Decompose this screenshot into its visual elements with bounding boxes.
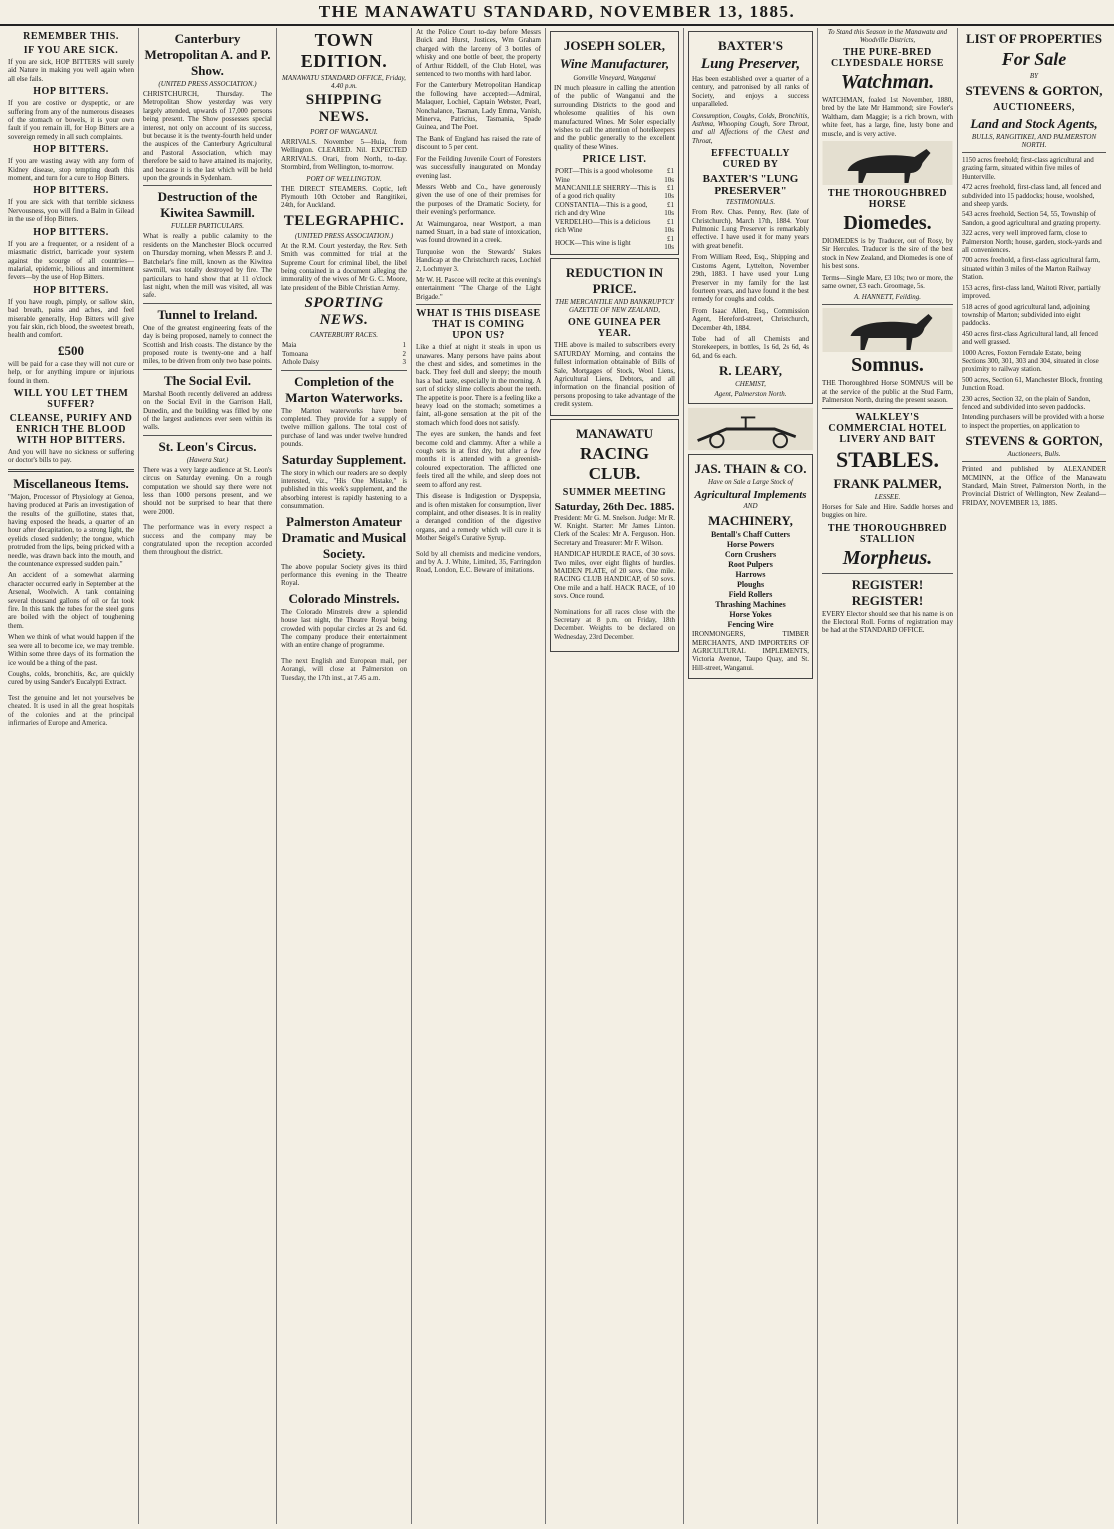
- col1-text: If you are wasting away with any form of Kidney disease, stop tempting death this moment, and turn for a cure to Hop Bitters.: [8, 157, 134, 183]
- shipping-text: ARRIVALS. November 5—Huia, from Wellington. CLEARED. Nil. EXPECTED ARRIVALS. Orari, from North, to-day. Stormbird, from Wellington, to-morrow.: [281, 138, 407, 172]
- printer-imprint: Printed and published by ALEXANDER MCMINN, at the Office of the Manawatu Standard, Main Street, Palmerston North, in the Provincial District of Wellington, New Zealand—FRIDAY, NOVEMBER 13, 1885.: [962, 465, 1106, 507]
- horse-name: Athole Daisy: [282, 358, 320, 367]
- column-1: [4, 28, 139, 1524]
- port-wellington: PORT OF WELLINGTON.: [306, 174, 382, 183]
- agent-name: STEVENS & GORTON,: [965, 83, 1103, 98]
- leary-name: R. LEARY,: [719, 363, 782, 379]
- divider: [822, 573, 953, 574]
- thain-address: IRONMONGERS, TIMBER MERCHANTS, AND IMPORTERS OF AGRICULTURAL IMPLEMENTS, Victoria Avenue, Taupo Quay, and St. Hill-street, Wanganui.: [692, 630, 809, 672]
- race-result-row: [281, 358, 407, 366]
- col1-heading: HOP BITTERS.: [33, 284, 109, 296]
- divider: [143, 369, 272, 370]
- supplement-heading: Saturday Supplement.: [281, 451, 407, 467]
- stables-text: Horses for Sale and Hire. Saddle horses and buggies on hire.: [822, 502, 953, 520]
- column-4: [412, 28, 546, 1524]
- col1-text: Test the genuine and let not yourselves be cheated. It is used in all the great hospitals of the colonies and at the principal infirmaries of Europe and America.: [8, 693, 134, 727]
- divider: [822, 408, 953, 409]
- walkley-heading: WALKLEY'S COMMERCIAL HOTEL LIVERY AND BAIT: [828, 411, 947, 445]
- gazette-name: THE MERCANTILE AND BANKRUPTCY GAZETTE OF NEW ZEALAND,: [555, 298, 674, 315]
- sawmill-subheading: FULLER PARTICULARS.: [171, 222, 244, 231]
- col1-subheading: IF YOU ARE SICK.: [23, 45, 119, 56]
- column-6: [684, 28, 818, 1524]
- col2-text: What is really a public calamity to the residents on the Manchester Block occurred on Thursday morning, when Messrs P. and J. Batchelar's fine mill, known as the Kiwitea sawmill, was totally destroyed by fire. The particulars to hand show that at 11 o'clock last night, when the mill was visited, all was safe.: [143, 232, 272, 300]
- col3-text: At the R.M. Court yesterday, the Rev. Seth Smith was committed for trial at the Supreme Court for criminal libel, the libel being contained in a document alleging the immorality of the wives of Mr G. C. Moore, late president of the Bible Christian Army.: [281, 241, 407, 292]
- machinery-item: Harrows: [735, 570, 766, 580]
- machinery-item: Root Pulpers: [728, 560, 773, 570]
- col2-text: One of the greatest engineering feats of the day is being proposed, namely to connect the Scottish and Irish coasts. The distance by the proposed route is twenty-one and a half miles, to be driven from only two base points.: [143, 323, 272, 366]
- property-item: 153 acres, first-class land, Waitoti River, partially improved.: [962, 283, 1101, 301]
- col1-text: If you have rough, pimply, or sallow skin, bad breath, pains and aches, and feel miserable generally, Hop Bitters will give you fair skin, rich blood, the sweetest breath, health and comfort.: [8, 297, 134, 340]
- price-row: [554, 235, 675, 252]
- divider: [281, 370, 407, 371]
- auctioneers-label: AUCTIONEERS,: [993, 102, 1075, 113]
- agent-locations: BULLS, RANGITIKEI, AND PALMERSTON NORTH.: [971, 133, 1097, 149]
- properties-heading: LIST OF PROPERTIES: [965, 31, 1103, 46]
- horse-name: Maia: [282, 341, 297, 350]
- col1-text: If you are sick with that terrible sickness Nervousness, you will find a Balm in Gilead in the use of Hop Bitters.: [8, 198, 134, 224]
- price-row: [554, 167, 675, 184]
- col1-heading: HOP BITTERS.: [33, 86, 109, 98]
- wine-name: MANCANILLE SHERRY—This is of a good rich quality: [555, 184, 657, 201]
- property-item: 543 acres freehold, Section 54, 55, Township of Sandon, a good agricultural and grazing property.: [962, 210, 1101, 227]
- testimonial: From Isaac Allen, Esq., Commission Agent, Hereford-street, Christchurch, December 4th, 1884.: [692, 306, 809, 332]
- property-item: Intending purchasers will be provided with a horse to inspect the properties, on application to: [962, 413, 1105, 430]
- tunnel-heading: Tunnel to Ireland.: [157, 306, 258, 322]
- palmer-name: FRANK PALMER,: [833, 475, 942, 491]
- property-item: 322 acres, very well improved farm, close to Palmerston North; house, garden, stock-yards and all conveniences.: [962, 229, 1102, 255]
- baxter-name: BAXTER'S: [717, 38, 784, 53]
- race-result-row: [281, 350, 407, 358]
- col3-text: The next English and European mail, per Aorangi, will close at Palmerston on Tuesday, the 17th inst., at 7.45 a.m.: [281, 656, 407, 682]
- stallion-heading: THE THOROUGHBRED STALLION: [827, 522, 948, 545]
- machinery-item: Bentall's Chaff Cutters: [710, 530, 791, 540]
- somnus-text: THE Thoroughbred Horse SOMNUS will be at the service of the public at the Stud Farm, Palmerston North, during the present season.: [822, 379, 953, 405]
- racing-club-name: MANAWATU: [575, 425, 654, 441]
- sporting-heading: SPORTING NEWS.: [304, 295, 384, 329]
- col1-text: When we think of what would happen if the sea were all to become ice, we may tremble. Within some three days of its formation the ice would be a thing of the past.: [8, 633, 134, 667]
- racing-notice: Nominations for all races close with the Secretary at 8 p.m. on Friday, 18th December. Weights to be declared on Wednesday, 23rd December.: [554, 607, 675, 641]
- col1-heading: WILL YOU LET THEM SUFFER?: [13, 387, 129, 410]
- machinery-item: Fencing Wire: [727, 620, 774, 630]
- racing-club-ad: [550, 419, 679, 653]
- property-item: 230 acres, Section 32, on the plain of Sandon, fenced and subdivided into seven paddocks.: [962, 394, 1091, 411]
- gazette-text: THE above is mailed to subscribers every SATURDAY Morning, and contains the fullest information obtainable of Bills of Sale, Mortgages of Stock, Wool Liens, Agricultural Liens, Debtors, and all information on the financial position of persons proposing to take advantage of the credit system.: [554, 341, 675, 409]
- watchman-title: Watchman.: [840, 71, 935, 93]
- miscellaneous-heading: Miscellaneous Items.: [13, 475, 129, 491]
- col1-heading: REMEMBER THIS.: [23, 31, 119, 42]
- circus-heading: St. Leon's Circus.: [158, 438, 257, 454]
- column-7: [818, 28, 958, 1524]
- palmer-lessee: LESSEE.: [874, 492, 901, 501]
- testimonials-heading: TESTIMONIALS.: [725, 198, 776, 207]
- diomedes-title: Diomedes.: [843, 212, 932, 235]
- port-wanganui: PORT OF WANGANUI.: [310, 128, 378, 136]
- col4-text: The Bank of England has raised the rate of discount to 5 per cent.: [416, 134, 541, 152]
- col4-text: Messrs Webb and Co., have generously given the use of one of their premises for the purposes of the Dramatic Society, for their evening's performance.: [416, 182, 541, 217]
- telegraphic-heading: TELEGRAPHIC.: [283, 212, 405, 229]
- for-sale-title: For Sale: [1001, 49, 1067, 69]
- season-notice: To Stand this Season in the Manawatu and Woodville Districts,: [827, 28, 948, 44]
- gazette-ad: [550, 258, 679, 415]
- diomedes-owner: A. HANNETT, Feilding.: [854, 293, 921, 302]
- reward-amount: £500: [58, 342, 84, 358]
- wine-price: £1 10s: [664, 217, 674, 235]
- wine-price: £1 10s: [664, 184, 674, 201]
- machinery-item: Thrashing Machines: [715, 600, 786, 610]
- divider: [143, 185, 272, 186]
- col1-text: An accident of a somewhat alarming character occurred early in September at the Arsenal, Woolwich. A tank containing several thousand gallons of oil or fat took fire. In this tank the tubes for the steel guns are boiled with the object of toughening them.: [8, 571, 134, 630]
- race-result-row: [281, 341, 407, 349]
- property-item: 1150 acres freehold; first-class agricultural and grazing farm, situated within five miles of Hunterville.: [962, 156, 1094, 181]
- diomedes-terms: Terms—Single Mare, £3 10s; two or more, the same owner, £3 each. Groomage, 5s.: [822, 273, 953, 291]
- horse-illustration: [822, 308, 953, 352]
- office-time: MANAWATU STANDARD OFFICE, Friday, 4.40 p.m.: [282, 74, 406, 90]
- price-list-heading: PRICE LIST.: [582, 154, 647, 166]
- agent-signature-place: Auctioneers, Bulls.: [1007, 450, 1061, 459]
- col3-text: The Marton waterworks have been completed. They provide for a supply of twelve million gallons. The total cost of purchase of land was under twelve hundred pounds.: [281, 406, 407, 449]
- property-list: [962, 156, 1106, 430]
- machinery-item: Field Rollers: [728, 590, 773, 600]
- town-edition-heading: TOWN EDITION.: [300, 30, 388, 71]
- soler-place: Gonville Vineyard, Wanganui: [573, 74, 656, 82]
- col3-text: The story in which our readers are so deeply interested, viz., "His One Mistake," is published in this week's supplement, and the absorbing interest is rapidly hastening to a consummation.: [281, 468, 407, 511]
- price-row: [554, 218, 675, 235]
- register-text: EVERY Elector should see that his name is on the Electoral Roll. Forms of registration may be had at the STANDARD OFFICE.: [822, 609, 953, 635]
- col1-text: And you will have no sickness or suffering or doctor's bills to pay.: [8, 447, 134, 465]
- property-item: 518 acres of good agricultural land, adjoining township of Marton; subdivided into eight paddocks.: [962, 302, 1090, 328]
- stables-title: STABLES.: [836, 446, 939, 472]
- col4-text: Sold by all chemists and medicine vendors, and by A. J. White, Limited, 35, Farringdon Road, London, E.C. Beware of imitations.: [416, 549, 541, 575]
- col1-heading: CLEANSE, PURIFY AND ENRICH THE BLOOD WITH HOP BITTERS.: [9, 412, 133, 446]
- column-3: [277, 28, 412, 1524]
- show-heading: Canterbury Metropolitan A. and P. Show.: [144, 31, 271, 78]
- cured-by: EFFECTUALLY CURED BY: [710, 148, 791, 171]
- divider: [962, 152, 1106, 153]
- masthead: THE MANAWATU STANDARD, NOVEMBER 13, 1885.: [0, 2, 1114, 26]
- machinery-item: Horse Powers: [726, 540, 775, 550]
- col4-text: Like a thief at night it steals in upon us unawares. Many persons have pains about the chest and sides, and sometimes in the back. They feel dull and sleepy; the mouth has a bad taste, especially in the morning. A sort of sticky slime collects about the teeth. The appetite is poor. There is a feeling like a heavy load on the stomach; sometimes a faint, all-gone sensation at the pit of the stomach which food does not satisfy.: [416, 343, 541, 427]
- col4-text: For the Feilding Juvenile Court of Foresters was successfully inaugurated on Monday evening last.: [416, 154, 541, 180]
- thain-sale: Have on Sale a Large Stock of: [708, 478, 793, 487]
- lung-availability: Tobe had of all Chemists and Storekeepers, in bottles, 1s 6d, 2s 6d, 4s 6d, and 6s each.: [692, 334, 809, 360]
- col2-text: CHRISTCHURCH, Thursday. The Metropolitan Show yesterday was very largely attended, upwards of 17,000 persons being present. The Show possesses special interest, not only on account of its success, but because it is the twenty-fourth held under the auspices of the Canterbury Agricultural and Pastoral Association, which may therefore be said to have attained its majority, and because it is the last which will be held upon the grounds in Sydenham.: [143, 90, 272, 183]
- social-evil-heading: The Social Evil.: [163, 372, 252, 388]
- thain-and: AND: [743, 502, 758, 511]
- machinery-item: Ploughs: [736, 580, 765, 590]
- col3-text: The above popular Society gives its third performance this evening in the Theatre Royal.: [281, 562, 407, 588]
- minstrels-heading: Colorado Minstrels.: [288, 590, 400, 606]
- machinery-item: Corn Crushers: [724, 550, 777, 560]
- col4-text: Turquoise won the Stewards' Stakes Handicap at the Christchurch races, Lochiel 2, Lochmyer 3.: [416, 247, 541, 273]
- watchman-text: WATCHMAN, foaled 1st November, 1880, bred by the late Mr Hammond; sire Fowler's Waltham, dam Maggie; is a rich brown, with white feet, has a large, fine, lusty bone and muscle, and is very active.: [822, 96, 953, 138]
- thoroughbred-heading: THE THOROUGHBRED HORSE: [827, 188, 948, 211]
- property-item: 450 acres first-class Agricultural land, all fenced and well grassed.: [962, 329, 1098, 347]
- wine-name: PORT—This is a good wholesome Wine: [555, 167, 653, 184]
- somnus-title: Somnus.: [851, 354, 924, 377]
- race-results: [281, 341, 407, 366]
- soler-wine-ad: [550, 31, 679, 255]
- wine-price: £1 10s: [664, 200, 674, 218]
- soler-name: JOSEPH SOLER,: [563, 38, 666, 53]
- property-item: 472 acres freehold, first-class land, all fenced and subdivided into 15 paddocks; house, woolshed, and sheep yards.: [962, 183, 1101, 209]
- placing: 3: [402, 358, 406, 367]
- property-item: 500 acres, Section 61, Manchester Block, fronting Junction Road.: [962, 375, 1103, 393]
- disease-heading: WHAT IS THIS DISEASE THAT IS COMING UPON US?: [416, 308, 541, 342]
- wine-price: £1 10s: [664, 167, 674, 184]
- shipping-text: THE DIRECT STEAMERS. Coptic, left Plymouth 10th October and Rangitikei, 24th, for Auckland.: [281, 184, 407, 210]
- testimonial: From William Reed, Esq., Shipping and Customs Agent, Lyttelton, November 29th, 1883. I have used your Lung Preserver in my family for the last fourteen years, and have found it the best remedy for coughs and colds.: [692, 253, 809, 304]
- circus-source: (Hawera Star.): [186, 455, 229, 464]
- baxter-product: BAXTER'S "LUNG PRESERVER": [702, 173, 799, 198]
- column-8: [958, 28, 1110, 1524]
- horse-name: Tomoana: [282, 349, 308, 358]
- col4-text: For the Canterbury Metropolitan Handicap the following have accepted:—Admiral, Malaquer, Lochiel, Captain Webster, Pearl, Nonchalance, Tasman, Lady Emma, Vanish, Minerva, Patricius, Tasmania, Spade Guinea, and The Poet.: [416, 81, 541, 132]
- soler-title: Wine Manufacturer,: [559, 56, 670, 71]
- horse-illustration: [822, 141, 953, 185]
- col1-heading: HOP BITTERS.: [33, 226, 109, 238]
- col1-text: Coughs, colds, bronchitis, &c, are quickly cured by using Sander's Eucalypti Extract.: [8, 669, 134, 687]
- column-5: [546, 28, 684, 1524]
- property-item: 700 acres freehold, a first-class agricultural farm, situated within 3 miles of the Marton Railway Station.: [962, 256, 1100, 282]
- dramatic-heading: Palmerston Amateur Dramatic and Musical Society.: [281, 513, 407, 561]
- placing: 2: [402, 349, 406, 358]
- divider: [143, 435, 272, 436]
- col1-text: If you are costive or dyspeptic, or are suffering from any of the numerous diseases of the stomach or bowels, it is your own fault if you remain ill, for Hop Bitters are a sovereign remedy in all such complaints.: [8, 99, 134, 141]
- meeting-date: Saturday, 26th Dec. 1885.: [554, 500, 675, 513]
- col1-heading: HOP BITTERS.: [33, 185, 109, 197]
- thain-name: JAS. THAIN & CO.: [694, 461, 807, 477]
- machinery-item: Horse Yokes: [729, 610, 772, 620]
- col1-text: "Majon, Processor of Physiology at Genoa, having produced at Paris an investigation of the results of the guillotine, states that, having exposed the heads, a quarter of an hour after decapitation, to a strong light, the eyelids closed suddenly; the tongue, which protruded from the lips, being pricked with a needle, was drawn back into the mouth, and the countenance expressed sudden pain.": [8, 492, 134, 569]
- col4-text: At Waimungaroa, near Westport, a man named Stuart, in a bad state of intoxication, was found drowned in a creek.: [416, 219, 541, 245]
- races-subheading: CANTERBURY RACES.: [310, 331, 378, 340]
- agent-signature: STEVENS & GORTON,: [965, 433, 1103, 449]
- wine-price: £1 10s: [664, 234, 674, 251]
- col1-text: If you are a frequenter, or a resident of a miasmatic district, barricade your system against the scourge of all countries—malarial, epidemic, bilious and intermittent fevers—by the use of Hop Bitters.: [8, 239, 134, 282]
- implements-heading: Agricultural Implements: [694, 489, 807, 502]
- divider: [822, 304, 953, 305]
- leary-agent: Agent, Palmerston North.: [714, 390, 787, 399]
- price-row: [554, 184, 675, 201]
- col4-text: This disease is Indigestion or Dyspepsia, and is often mistaken for consumption, liver complaint, and other diseases. It is in reality a deranged condition of the digestive organs, and a remedy which will cure it is Mother Seigel's Curative Syrup.: [416, 492, 541, 543]
- property-item: 1000 Acres, Foxton Ferndale Estate, being Sections 300, 301, 303 and 304, situated in close proximity to railway station.: [962, 348, 1099, 374]
- wine-name: HOCK—This wine is light: [555, 238, 631, 247]
- columns: [4, 28, 1110, 1524]
- divider: [8, 469, 134, 472]
- col2-text: Marshal Booth recently delivered an address on the Social Evil in the Garrison Hall, Dunedin, and the building was filled by one of the largest audiences ever seen within its walls.: [143, 389, 272, 432]
- col2-text: The performance was in every respect a success and the company may be congratulated upon the reception accorded them throughout the district.: [143, 523, 272, 557]
- shipping-heading: SHIPPING NEWS.: [305, 92, 383, 125]
- placing: 1: [402, 341, 406, 350]
- thain-ad: [688, 454, 813, 679]
- waterworks-heading: Completion of the Marton Waterworks.: [285, 373, 403, 405]
- leary-role: CHEMIST,: [735, 380, 766, 389]
- lung-text: Has been established over a quarter of a century, and patronised by all ranks of Society, and enjoys a success unparalleled.: [692, 75, 809, 109]
- col4-text: At the Police Court to-day before Messrs Buick and Hurst, Justices, Wm Graham charged with the larceny of 3 bottles of whisky and one bottle of beer, the property of Arthur Riddell, of the Club Hotel, was sentenced to two months with hard labor.: [416, 28, 541, 79]
- col1-heading: HOP BITTERS.: [33, 144, 109, 156]
- column-2: [139, 28, 277, 1524]
- price-row: [554, 201, 675, 218]
- lung-preserver-ad: [688, 31, 813, 404]
- divider: [962, 461, 1106, 462]
- land-stock-heading: Land and Stock Agents,: [970, 116, 1098, 131]
- col4-text: Mr W. H. Pascoe will recite at this evening's entertainment "The Charge of the Light Brigade.": [416, 275, 541, 301]
- lung-preserver-title: Lung Preserver,: [700, 56, 801, 72]
- wine-name: VERDELHO—This is a delicious rich Wine: [555, 217, 651, 235]
- morpheus-title: Morpheus.: [842, 546, 933, 569]
- col1-text: will be paid for a case they will not cure or help, or for anything impure or injurious found in them.: [8, 359, 134, 385]
- machinery-list: [692, 530, 809, 629]
- sawmill-heading: Destruction of the Kiwitea Sawmill.: [157, 189, 258, 221]
- col2-text: There was a very large audience at St. Leon's circus on Saturday evening. On a rough computation we should say there were not less than 1000 persons present, and we should not be surprised to hear that there were 2000.: [143, 465, 272, 516]
- wine-name: CONSTANTIA—This is a good, rich and dry Wine: [555, 200, 648, 218]
- press-credit: (UNITED PRESS ASSOCIATION.): [294, 231, 394, 240]
- testimonial: From Rev. Chas. Penny, Rev. (late of Christchurch), March 17th, 1884. Your Pulmonic Lung Preserver is remarkably effective. I have used it for many years with great benefit.: [692, 208, 809, 250]
- racing-club-title: RACING CLUB.: [580, 443, 649, 483]
- divider: [143, 303, 272, 304]
- col4-text: The eyes are sunken, the hands and feet become cold and clammy. After a while a cough sets in at first dry, but after a few months it is attended with a greenish-coloured expectoration. The afflicted one feels tired all the while, and sleep does not seem to afford any rest.: [416, 430, 541, 489]
- col1-text: If you are sick, HOP BITTERS will surely aid Nature in making you well again when all else fails.: [8, 58, 134, 83]
- clydesdale-heading: THE PURE-BRED CLYDESDALE HORSE: [831, 47, 944, 69]
- wine-price-list: [554, 167, 675, 251]
- press-credit: (UNITED PRESS ASSOCIATION.): [158, 80, 257, 88]
- machinery-heading: MACHINERY,: [708, 513, 793, 529]
- reduction-heading: REDUCTION IN PRICE.: [565, 265, 664, 297]
- by-label: BY: [1029, 72, 1039, 80]
- lung-text: Consumption, Coughs, Colds, Bronchitis, Asthma, Whooping Cough, Sore Throat, and all Affections of the Chest and Throat,: [692, 111, 809, 145]
- plough-illustration: [688, 407, 813, 451]
- diomedes-text: DIOMEDES is by Traducer, out of Rosy, by Sir Hercules. Traducer is the sire of the best stock in New Zealand, and Diomedes is one of his best sons.: [822, 237, 953, 271]
- soler-text: IN much pleasure in calling the attention of the public of Wanganui and the surrounding Districts to the good and wholesome qualities of his own manufactured Wines. Mr Soler especially wishes to call the attention of hotelkeepers and the public generally to the excellent quality of these Wines.: [554, 84, 675, 151]
- racing-officials: President: Mr G. M. Snelson. Judge: Mr R. W. Knight. Starter: Mr James Linton. Clerk of the Scales: Mr A. Ferguson. Hon. Secretary and Treasurer: Mr F. Wilson.: [554, 513, 675, 547]
- racing-programme: HANDICAP HURDLE RACE, of 30 sovs. Two miles, over eight flights of hurdles. MAIDEN PLATE, of 20 sovs. One mile. RACING CLUB HANDICAP, of 50 sovs. One mile and a half. HACK RACE, of 10 sovs. Once round.: [554, 550, 675, 601]
- col3-text: The Colorado Minstrels drew a splendid house last night, the Theatre Royal being crowded with popular circles at 2s and 6d. The company produce their entertainment with an entire change of programme.: [281, 607, 407, 650]
- register-heading: REGISTER! REGISTER!: [851, 576, 924, 608]
- meeting-heading: SUMMER MEETING: [562, 486, 667, 498]
- divider: [416, 304, 541, 305]
- gazette-price: ONE GUINEA PER YEAR.: [567, 317, 662, 340]
